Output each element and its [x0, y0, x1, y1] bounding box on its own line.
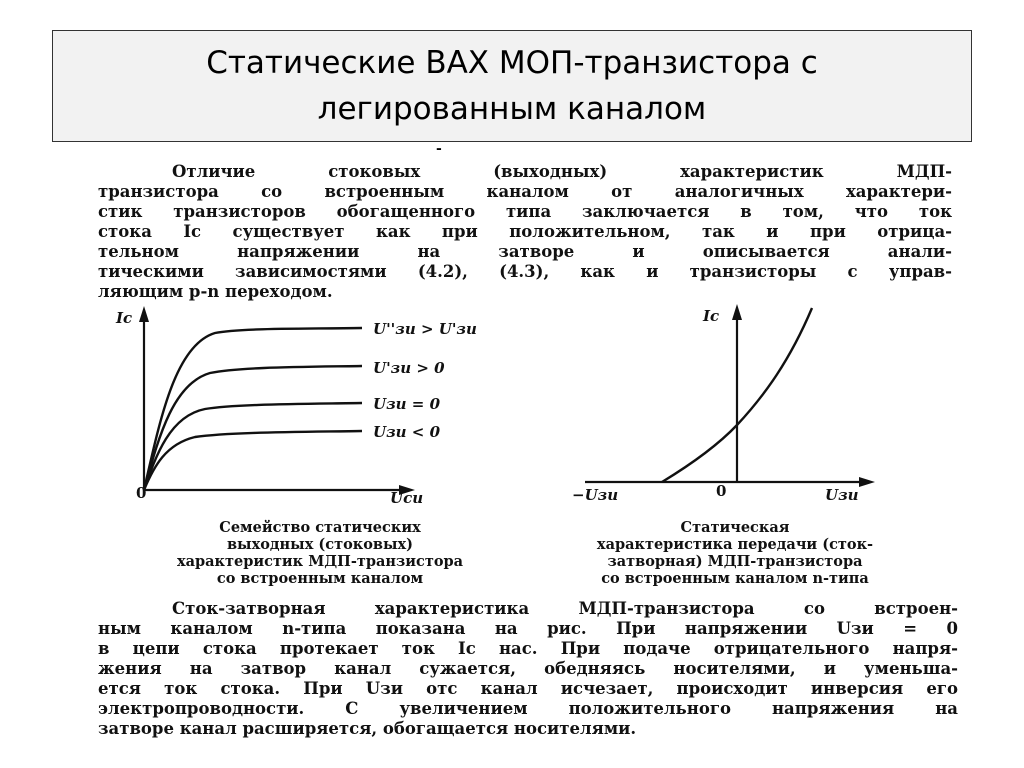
- output-characteristics-diagram: [115, 306, 477, 507]
- slide-title-line-1: Статические ВАХ МОП-транзистора с: [206, 45, 818, 81]
- curve-label-2: U'зи > 0: [373, 359, 445, 377]
- curve-label-1: U''зи > U'зи: [373, 320, 477, 338]
- caption-line: со встроенным каналом n-типа: [601, 570, 869, 587]
- left-figure-caption: [100, 519, 540, 587]
- right-y-axis-label: Iс: [703, 307, 720, 325]
- transfer-line: жения на затвор канал сужается, обедняясь носителями, и уменьша-: [98, 659, 958, 678]
- caption-line: Статическая: [680, 519, 790, 536]
- transfer-paragraph: [98, 599, 958, 739]
- caption-line: Семейство статических: [219, 519, 421, 536]
- intro-line: тельном напряжении на затворе и описывается анали-: [98, 242, 952, 261]
- intro-line: Отличие стоковых (выходных) характеристик МДП-: [172, 162, 952, 181]
- curve-label-3: Uзи = 0: [373, 395, 441, 413]
- output-curve-4: [144, 431, 362, 490]
- left-y-axis-arrow: [139, 306, 149, 322]
- right-y-axis-arrow: [732, 304, 742, 320]
- right-x-axis-arrow: [859, 477, 875, 487]
- transfer-line: Сток-затворная характеристика МДП-транзистора со встроен-: [172, 599, 958, 618]
- right-origin-label: 0: [716, 482, 727, 500]
- slide-title-line-2: легированным каналом: [317, 91, 707, 127]
- transfer-line: затворе канал расширяется, обогащается носителями.: [98, 719, 637, 738]
- stray-mark: -: [436, 141, 442, 157]
- caption-line: выходных (стоковых): [226, 536, 414, 553]
- transfer-line: электропроводности. С увеличением положительного напряжения на: [98, 699, 958, 718]
- intro-line: тическими зависимостями (4.2), (4.3), как и транзисторы с управ-: [98, 262, 952, 281]
- output-curve-1: [144, 328, 362, 490]
- left-x-axis-label: Uси: [390, 489, 424, 507]
- transfer-characteristic-diagram: [572, 304, 875, 504]
- right-neg-x-label: −Uзи: [572, 486, 619, 504]
- intro-line: стик транзисторов обогащенного типа заключается в том, что ток: [98, 202, 952, 221]
- left-origin-label: 0: [136, 484, 147, 502]
- right-x-axis-label: Uзи: [825, 486, 859, 504]
- curve-label-4: Uзи < 0: [373, 423, 441, 441]
- output-curve-2: [144, 366, 362, 490]
- transfer-line: в цепи стока протекает ток Iс нас. При подаче отрицательного напря-: [98, 639, 958, 658]
- left-y-axis-label: Iс: [116, 309, 133, 327]
- intro-line: транзистора со встроенным каналом от аналогичных характери-: [98, 182, 952, 201]
- caption-line: затворная) МДП-транзистора: [607, 553, 863, 570]
- transfer-line: ется ток стока. При Uзи отс канал исчезает, происходит инверсия его: [98, 679, 958, 698]
- output-curve-3: [144, 403, 362, 490]
- caption-line: характеристик МДП-транзистора: [176, 553, 464, 570]
- intro-line: ляющим p-n переходом.: [98, 282, 333, 301]
- caption-line: характеристика передачи (сток-: [596, 536, 874, 553]
- intro-line: стока Iс существует как при положительном, так и при отрица-: [98, 222, 952, 241]
- caption-line: со встроенным каналом: [216, 570, 424, 587]
- transfer-line: ным каналом n-типа показана на рис. При напряжении Uзи = 0: [98, 619, 958, 638]
- right-figure-caption: [530, 519, 940, 587]
